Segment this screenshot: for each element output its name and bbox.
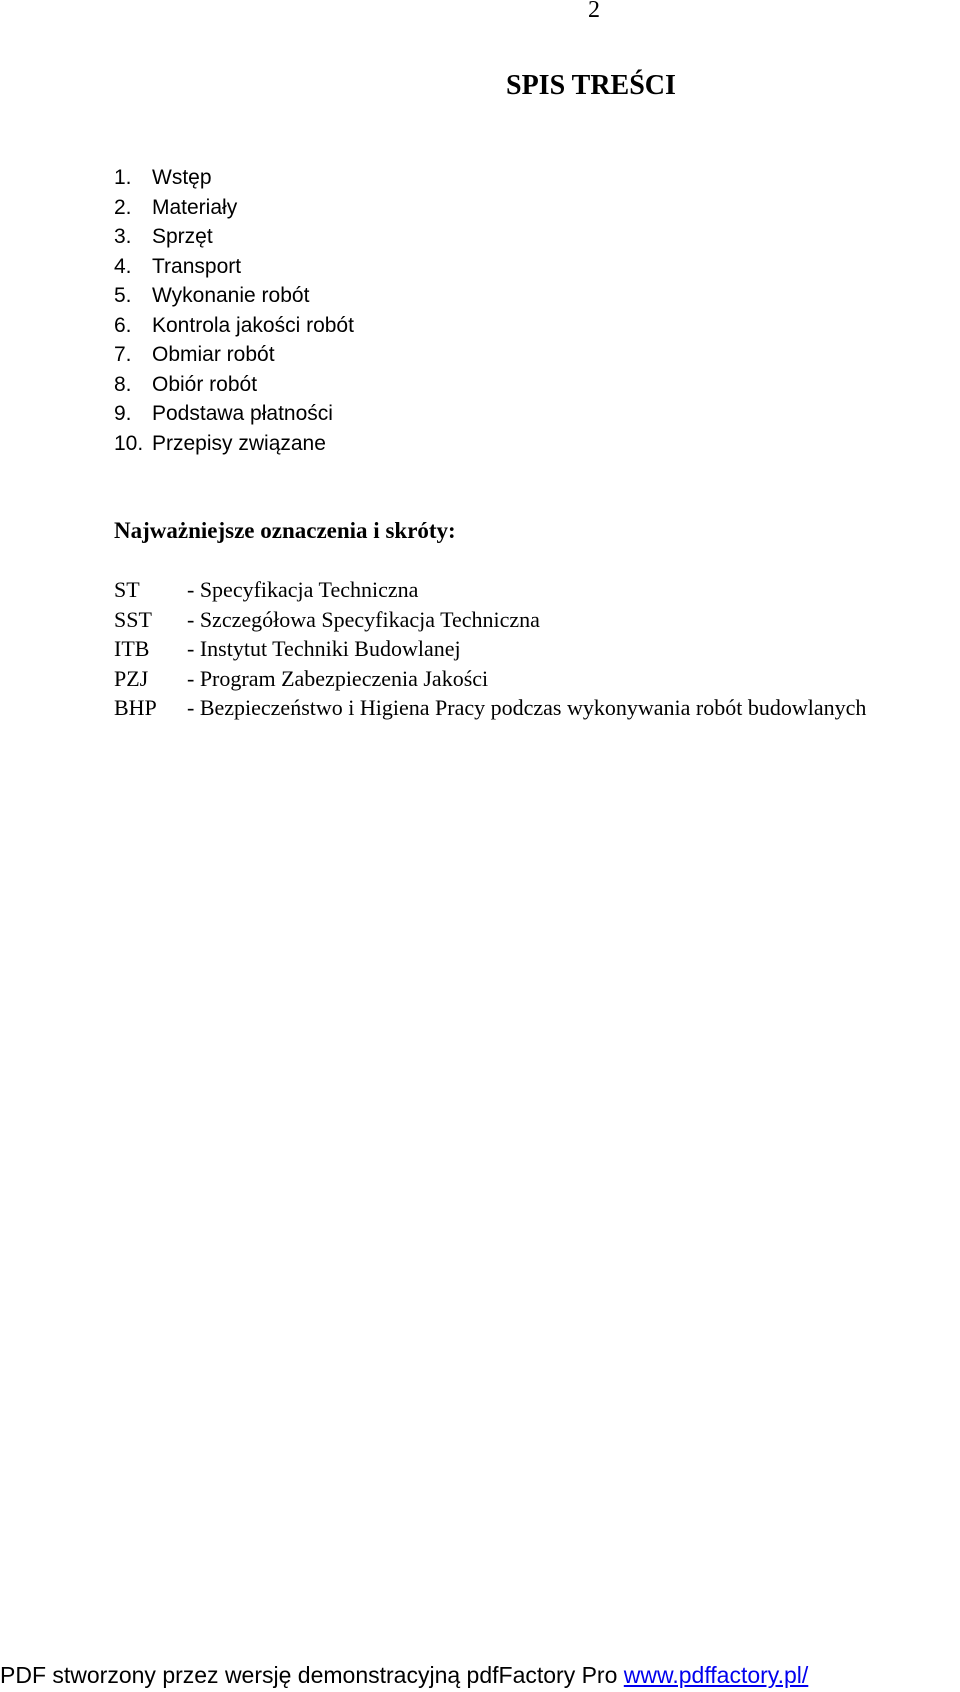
toc-item-number: 10.	[114, 431, 144, 455]
abbreviation-item	[114, 605, 866, 635]
toc-item-label: Sprzęt	[152, 225, 213, 248]
abbreviation-item	[114, 664, 866, 694]
abbreviation-code: BHP	[114, 695, 157, 720]
toc-item-number: 4.	[114, 254, 132, 278]
toc-item-number: 9.	[114, 402, 132, 425]
toc-item-number: 2.	[114, 195, 132, 219]
abbreviation-code: ITB	[114, 636, 150, 661]
pdf-footer	[0, 1660, 808, 1690]
abbreviations-heading: Najważniejsze oznaczenia i skróty:	[114, 518, 456, 543]
toc-item-label: Wykonanie robót	[152, 284, 310, 307]
toc-item-label: Obiór robót	[152, 372, 258, 396]
abbreviation-description: - Instytut Techniki Budowlanej	[187, 636, 461, 661]
abbreviation-item	[114, 575, 866, 605]
toc-item-number: 6.	[114, 313, 132, 337]
toc-item	[114, 163, 354, 193]
toc-item-label: Obmiar robót	[152, 343, 275, 366]
page-number: 2	[588, 0, 600, 23]
toc-item-number: 5.	[114, 284, 132, 307]
toc-item-label: Kontrola jakości robót	[152, 313, 354, 337]
abbreviation-code: ST	[114, 577, 140, 602]
toc-item-label: Wstęp	[152, 166, 212, 189]
toc-item	[114, 370, 354, 400]
toc-item	[114, 311, 354, 341]
abbreviation-code: PZJ	[114, 665, 149, 691]
toc-item	[114, 340, 354, 370]
abbreviation-item	[114, 693, 866, 723]
abbreviation-description: - Specyfikacja Techniczna	[187, 577, 419, 602]
page-title: SPIS TREŚCI	[506, 70, 676, 101]
abbreviation-description: - Bezpieczeństwo i Higiena Pracy podczas wykonywania robót budowlanych	[187, 695, 867, 720]
toc-item	[114, 193, 354, 223]
toc-item	[114, 281, 354, 311]
toc-item	[114, 399, 354, 429]
abbreviation-item	[114, 634, 866, 664]
toc-item	[114, 222, 354, 252]
toc-item-number: 7.	[114, 343, 132, 366]
abbreviation-description: - Szczegółowa Specyfikacja Techniczna	[187, 606, 540, 632]
toc-item-number: 8.	[114, 372, 132, 396]
footer-text: PDF stworzony przez wersję demonstracyjną pdfFactory Pro	[0, 1662, 624, 1688]
abbreviation-code: SST	[114, 606, 152, 632]
abbreviations-list	[114, 575, 866, 723]
footer-link[interactable]: www.pdffactory.pl/	[623, 1662, 809, 1688]
toc-item-label: Transport	[152, 254, 242, 278]
toc-item	[114, 252, 354, 282]
table-of-contents	[114, 163, 354, 458]
toc-item-label: Przepisy związane	[152, 431, 326, 455]
toc-item-label: Materiały	[152, 195, 238, 219]
toc-item-label: Podstawa płatności	[152, 402, 333, 425]
toc-item-number: 1.	[114, 166, 132, 189]
abbreviation-description: - Program Zabezpieczenia Jakości	[187, 665, 489, 691]
toc-item-number: 3.	[114, 225, 132, 248]
toc-item	[114, 429, 354, 459]
